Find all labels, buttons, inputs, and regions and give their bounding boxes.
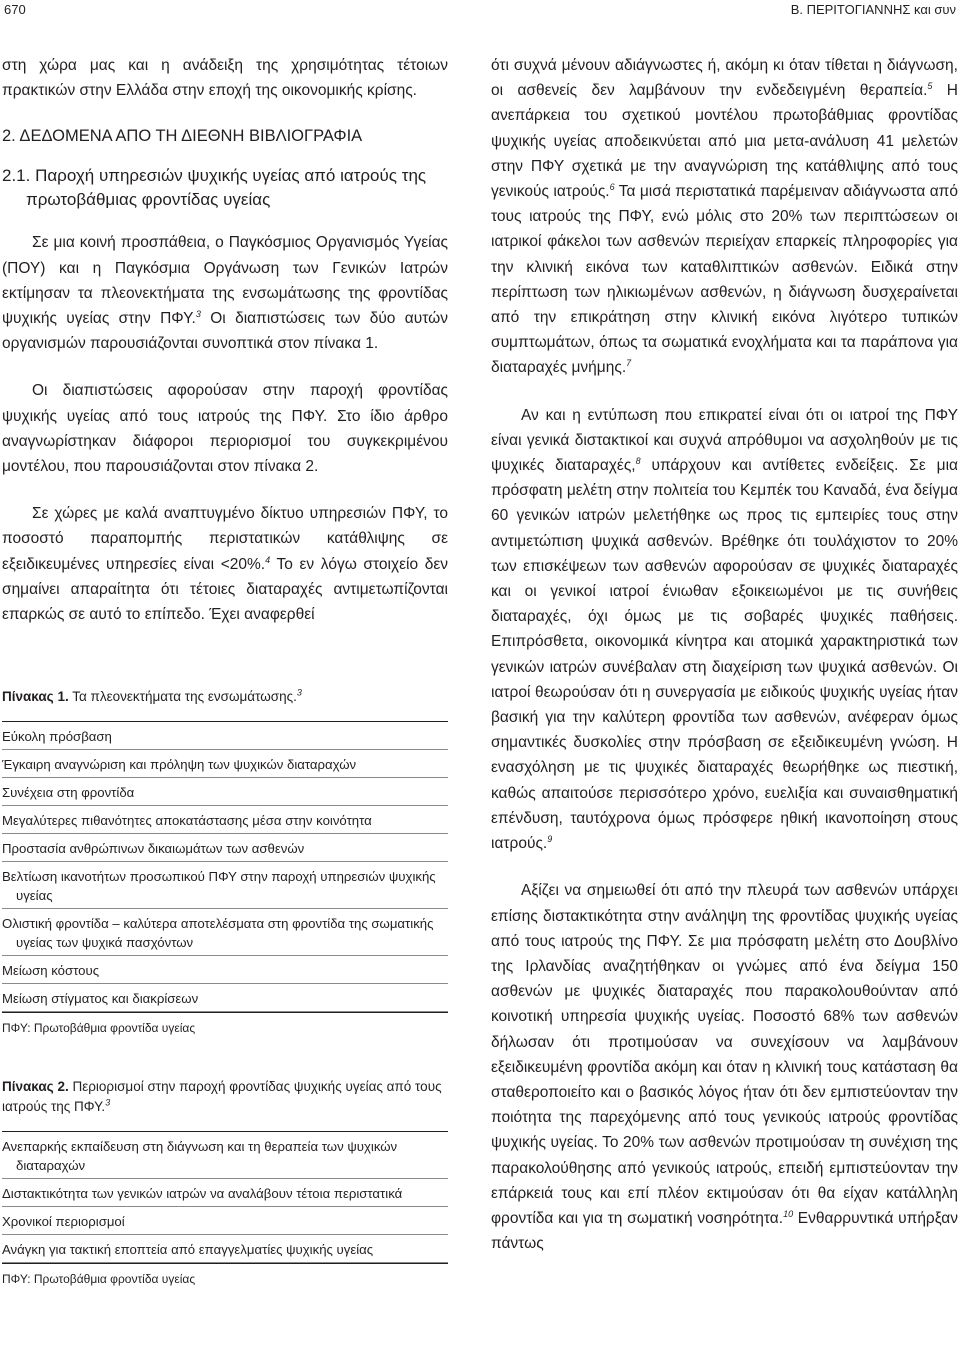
right-column: [491, 53, 958, 1278]
citation: 4: [265, 554, 271, 565]
citation: 7: [626, 358, 632, 369]
table-row: Διστακτικότητα των γενικών ιατρών να αναλάβουν τέτοια περιστατικά: [2, 1179, 448, 1207]
table-1: [2, 721, 448, 1037]
citation: 10: [783, 1208, 794, 1219]
page-number: 670: [4, 2, 26, 17]
table-1-caption: Πίνακας 1. Τα πλεονεκτήματα της ενσωμάτωσης.$^3$: [2, 687, 302, 705]
table-2: [2, 1131, 448, 1288]
table-row: Συνέχεια στη φροντίδα: [2, 778, 448, 806]
table-row: Προστασία ανθρώπινων δικαιωμάτων των ασθενών: [2, 834, 448, 862]
citation: 6: [609, 181, 615, 192]
citation: 8: [635, 455, 641, 466]
page-header: [0, 0, 960, 20]
paragraph-r1: ότι συχνά μένουν αδιάγνωστες ή, ακόμη κι όταν τίθεται η διάγνωση, οι ασθενείς δεν λαμβάνουν την ενδεδειγμένη θεραπεία.$^5$ Η ανεπάρκεια του σχετικού μοντέλου πρωτοβάθμιας φροντίδας ψυχικής υγείας αποδεικνύεται από μια μετα-ανάλυση 41 μελετών στην ΠΦΥ σχετικά με την αναγνώριση της κατάθλιψης από τους γενικούς ιατρούς.$^6$ Τα μισά περιστατικά παρέμειναν αδιάγνωστα από τους ιατρούς της ΠΦΥ, ενώ μόλις στο 20% των περιπτώσεων οι ιατρικοί φάκελοι των ασθενών περιείχαν επαρκείς πληροφορίες για την κλινική εικόνα των καταθλιπτικών ασθενών. Ειδικά στην περίπτωση των ηλικιωμένων ασθενών, η διάγνωση δυσχεραίνεται από την επικράτηση στην κλινική εικόνα λιγότερο τυπικών συμπτωμάτων, όπως τα σωματικά ενοχλήματα και τα παράπονα για διαταραχές μνήμης.$^7$: [491, 57, 958, 377]
paragraph-r3: Αξίζει να σημειωθεί ότι από την πλευρά των ασθενών υπάρχει επίσης διστακτικότητα στην ανάληψη της φροντίδας ψυχικής υγείας από τους ιατρούς της ΠΦΥ. Σε μια πρόσφατη μελέτη στο Δουβλίνο της Ιρλανδίας αναζητήθηκαν οι γνώμες από ένα δείγμα 150 ασθενών με ψυχικές διαταραχές που παρακολουθούνταν από κοινοτική υπηρεσία ψυχικής υγείας. Ποσοστό 68% των ασθενών δήλωσαν ότι προτιμούσαν να συνεχίσουν να λαμβάνουν εξειδικευμένη φροντίδα ακόμη και όταν η κλινική τους κατάσταση θα σταθεροποιείτο και ο βασικός λόγος ήταν ότι δεν εμπιστεύονταν την ποιότητα της παρεχόμενης από τους γενικούς ιατρούς φροντίδας ψυχικής υγείας. Το 20% των ασθενών προτιμούσαν τη συνέχιση της παρακολούθησης από γενικούς ιατρούς, επειδή εμπιστεύονταν την επάρκειά τους και επί πλέον εκτιμούσαν ότι θα είχαν κατάλληλη φροντίδα και για τη σωματική νοσηρότητα.$^{10}$ Ενθαρρυντικά υπήρξαν πάντως: [491, 882, 958, 1253]
paragraph-r2: Αν και η εντύπωση που επικρατεί είναι ότι οι ιατροί της ΠΦΥ είναι γενικά διστακτικοί και συχνά απρόθυμοι να ασχοληθούν με τις ψυχικές διαταραχές,$^8$ υπάρχουν και αντίθετες ενδείξεις. Σε μια πρόσφατη μελέτη στην πολιτεία του Κεμπέκ του Καναδά, ένα δείγμα 60 γενικών ιατρών μελετήθηκε ως προς τις εμπειρίες τους στην αντιμετώπιση ψυχικά ασθενών. Βρέθηκε ότι τουλάχιστον το 20% των επισκέψεων των ασθενών αφορούσαν σε ψυχικές διαταραχές και οι γενικοί ιατροί ένιωθαν εξοικειωμένοι με τις συνήθεις διαταραχές, όχι όμως με τις σοβαρές ψυχικές παθήσεις. Επιπρόσθετα, οικονομικά κίνητρα και ατομικά χαρακτηριστικά των γενικών ιατρών συνέβαλαν στη διαχείριση των ψυχικά ασθενών. Οι ιατροί θεωρούσαν ότι η συνεργασία με ειδικούς ψυχικής υγείας ήταν βασική για την καλύτερη φροντίδα των ασθενών, ανέφεραν όμως σημαντικές δυσκολίες στην πρόσβαση σε εξειδικευμένη γνώση. Η ενασχόληση με τις ψυχικές διαταραχές θεωρήθηκε ως πιεστική, καθώς απαιτούσε περισσότερο χρόνο, ευελιξία και συναισθηματική επένδυση, ταυτόχρονα όμως πρόσφερε ηθική ικανοποίηση στους ιατρούς.$^9$: [491, 406, 958, 853]
table-row: Βελτίωση ικανοτήτων προσωπικού ΠΦΥ στην παροχή υπηρεσιών ψυχικής υγείας: [2, 862, 448, 909]
table-row: Μεγαλύτερες πιθανότητες αποκατάστασης μέσα στην κοινότητα: [2, 806, 448, 834]
table-row: Μείωση κόστους: [2, 956, 448, 984]
citation: 5: [927, 81, 933, 92]
table-note: ΠΦΥ: Πρωτοβάθμια φροντίδα υγείας: [2, 1012, 448, 1037]
table-row: Ανεπαρκής εκπαίδευση στη διάγνωση και τη θεραπεία των ψυχικών διαταραχών: [2, 1132, 448, 1179]
table-row: Εύκολη πρόσβαση: [2, 722, 448, 750]
table-note: ΠΦΥ: Πρωτοβάθμια φροντίδα υγείας: [2, 1263, 448, 1288]
subsection-heading: 2.1. Παροχή υπηρεσιών ψυχικής υγείας από ιατρούς της πρωτοβάθμιας φροντίδας υγείας: [2, 166, 427, 210]
table-row: Έγκαιρη αναγνώριση και πρόληψη των ψυχικών διαταραχών: [2, 750, 448, 778]
citation: 3: [195, 308, 201, 319]
section-heading: 2. ΔΕΔΟΜΕΝΑ ΑΠΟ ΤΗ ΔΙΕΘΝΗ ΒΙΒΛΙΟΓΡΑΦΙΑ: [2, 127, 363, 146]
table-2-caption: Πίνακας 2. Περιορισμοί στην παροχή φροντίδας ψυχικής υγείας από τους ιατρούς της ΠΦΥ.$^3$: [2, 1079, 442, 1115]
paragraph-1: Σε μια κοινή προσπάθεια, ο Παγκόσμιος Οργανισμός Υγείας (ΠΟΥ) και η Παγκόσμια Οργάνωση των Γενικών Ιατρών εκτίμησαν τα πλεονεκτήματα της ενσωμάτωσης της φροντίδας ψυχικής υγείας στην ΠΦΥ.$^3$ Οι διαπιστώσεις των δύο αυτών οργανισμών παρουσιάζονται συνοπτικά στον πίνακα 1.: [2, 234, 448, 353]
paragraph-intro: στη χώρα μας και η ανάδειξη της χρησιμότητας τέτοιων πρακτικών στην Ελλάδα στην εποχή της οικονομικής κρίσης.: [2, 57, 448, 100]
table-row: Χρονικοί περιορισμοί: [2, 1207, 448, 1235]
table-row: Ολιστική φροντίδα – καλύτερα αποτελέσματα στη φροντίδα της σωματικής υγείας των ψυχικά πασχόντων: [2, 909, 448, 956]
table-row: Ανάγκη για τακτική εποπτεία από επαγγελματίες ψυχικής υγείας: [2, 1235, 448, 1263]
left-column: [2, 53, 448, 1288]
paragraph-3: Σε χώρες με καλά αναπτυγμένο δίκτυο υπηρεσιών ΠΦΥ, το ποσοστό παραπομπής περιστατικών κατάθλιψης σε εξειδικευμένες υπηρεσίες είναι <20%.$^4$ Το εν λόγω στοιχείο δεν σημαίνει απαραίτητα ότι τέτοιες διαταραχές αντιμετωπίζονται επαρκώς σε αυτό το επίπεδο. Έχει αναφερθεί: [2, 505, 449, 624]
citation: 9: [547, 833, 553, 844]
paragraph-2: Οι διαπιστώσεις αφορούσαν στην παροχή φροντίδας ψυχικής υγείας από τους ιατρούς της ΠΦΥ. Στο ίδιο άρθρο αναγνωρίστηκαν διάφοροι περιορισμοί του συγκεκριμένου μοντέλου, που παρουσιάζονται στον πίνακα 2.: [2, 382, 448, 476]
running-title: Β. ΠΕΡΙΤΟΓΙΑΝΝΗΣ και συν: [790, 2, 956, 17]
table-row: Μείωση στίγματος και διακρίσεων: [2, 984, 448, 1012]
